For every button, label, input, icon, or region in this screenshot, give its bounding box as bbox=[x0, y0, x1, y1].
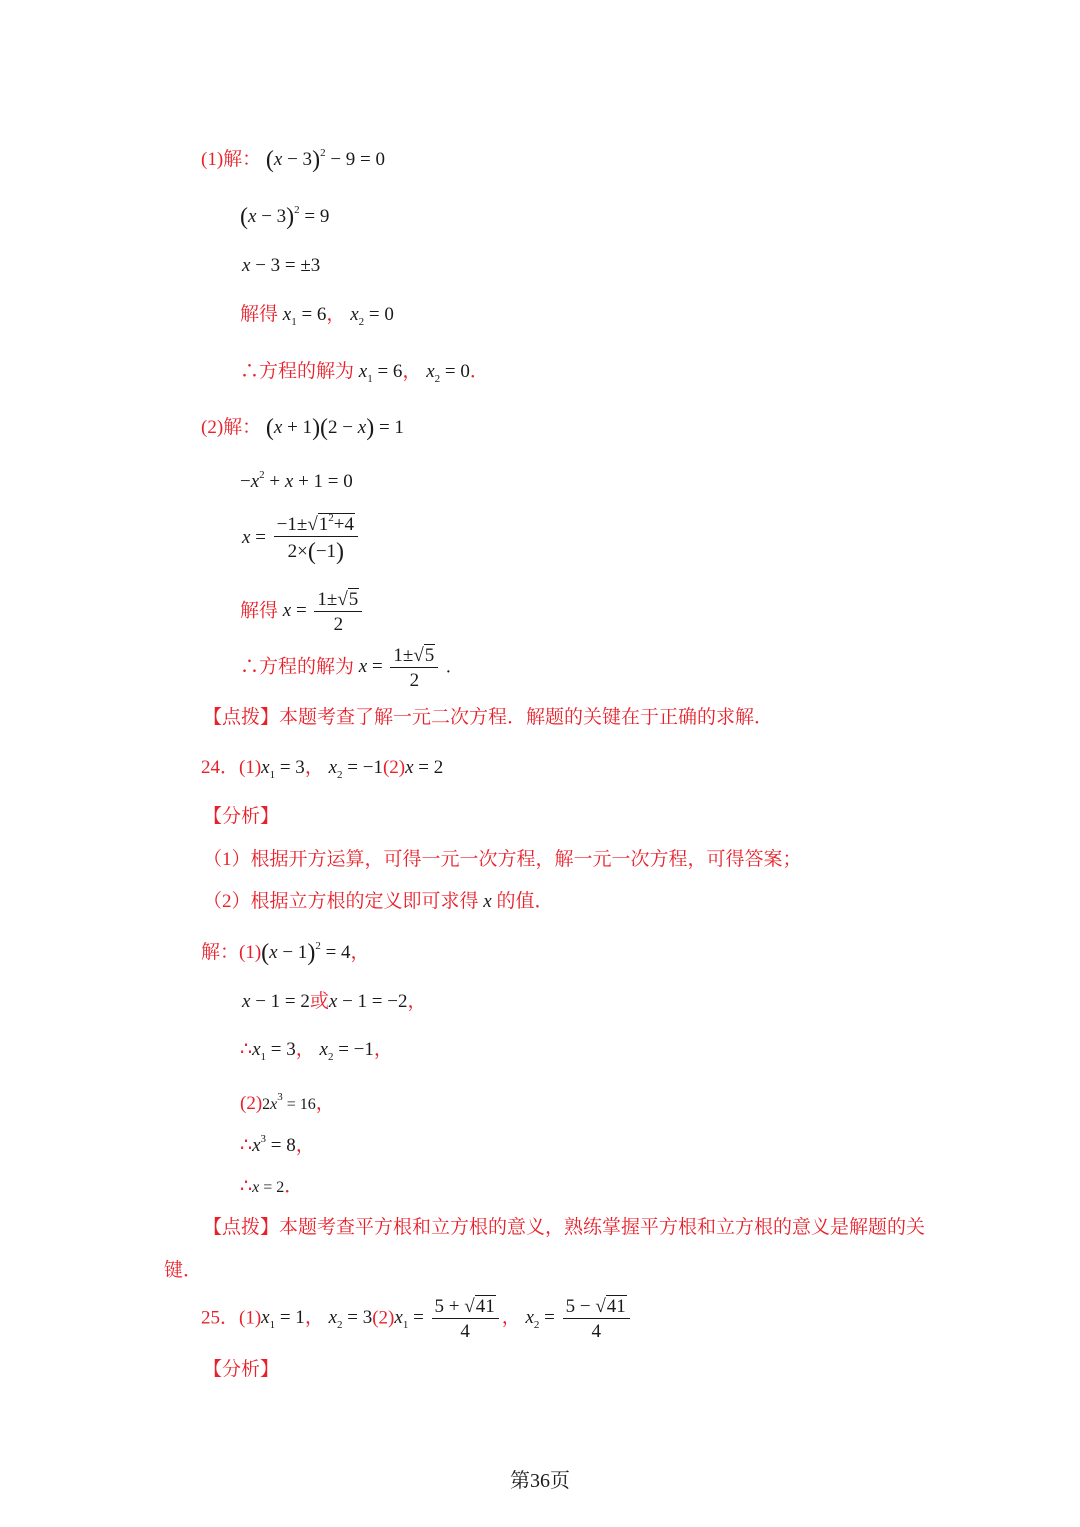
page-number: 第36页 bbox=[510, 1470, 570, 1492]
quadratic-formula-fraction: $\frac{-1\pm√1^2+4}{2\times(-1)}$ bbox=[274, 513, 358, 564]
eq-2-4: 解得 x = $\frac{1\pm√5}{2}$ bbox=[240, 590, 365, 634]
q24-tip-line-1: 【点拨】本题考查平方根和立方根的意义，熟练掌握平方根和立方根的意义是解题的关 bbox=[203, 1217, 926, 1238]
q24-analysis: 【分析】 bbox=[203, 806, 280, 827]
q24-solve-2: x − 1 = 2或x − 1 = −2， bbox=[242, 991, 427, 1012]
q24-solve-3: $\therefore x_1 = 3$， $x_2 = -1$， bbox=[240, 1039, 393, 1063]
q24-solve-5: $\therefore x^3 = 8$， bbox=[240, 1133, 315, 1156]
q24-solve-lead: 解：(1) bbox=[201, 942, 262, 963]
eq-1-4: 解得 $x_1 = 6$， $x_2 = 0$ bbox=[240, 304, 394, 328]
q24-or: 或 bbox=[309, 991, 329, 1012]
solve-word-1: 解得 bbox=[240, 304, 279, 325]
eq-2-5: ∴方程的解为 x = $\frac{1\pm√5}{2}$ . bbox=[240, 645, 451, 691]
solve-word-2: 解得 bbox=[240, 600, 279, 622]
q24-solve-6: ∴x = 2． bbox=[240, 1176, 304, 1197]
q24-answer: 24．$(1)x_1 = 3$， $x_2 = -1(2)x = 2$ bbox=[201, 757, 444, 781]
eq-2-3: x = $\frac{-1\pm√1^2+4}{2\times(-1)}$ bbox=[242, 513, 361, 564]
eq-1-3: x − 3 = ±3 bbox=[242, 255, 321, 276]
eq-1-5: ∴方程的解为 $x_1 = 6$， $x_2 = 0$． bbox=[240, 361, 489, 385]
q25-answer: 25．$(1)x_1 = 1$， $x_2 = 3(2)x_1$ = $\frac{5 + √41}{4}$ ， $x_2$ = $\frac{5 - √41}{4}$ bbox=[201, 1297, 633, 1341]
q24-tip-line-2: 键． bbox=[164, 1260, 203, 1281]
q24-part2: (2) bbox=[382, 757, 406, 778]
q24-analysis-line-2: （2）根据立方根的定义即可求得 x 的值． bbox=[203, 891, 554, 912]
therefore-2: ∴方程的解为 bbox=[240, 656, 355, 678]
solution-1-lead: (1)解： bbox=[201, 149, 262, 170]
q24-label: 24．(1) bbox=[201, 757, 262, 778]
therefore-1: ∴方程的解为 bbox=[240, 361, 355, 382]
q24-solve-1: 解：$(1)(x - 1)^2 = 4$， bbox=[201, 940, 370, 966]
q24-solve-4: $(2)2x^3 = 16$， bbox=[240, 1091, 335, 1114]
q25-analysis: 【分析】 bbox=[203, 1359, 280, 1380]
eq-1-2: $(x - 3)^2 = 9$ bbox=[240, 204, 330, 230]
q25-label: 25．(1) bbox=[201, 1307, 262, 1329]
q24-analysis-line-1: （1）根据开方运算，可得一元一次方程，解一元一次方程，可得答案； bbox=[203, 849, 802, 870]
q24-part2-solve: (2) bbox=[240, 1093, 263, 1114]
eq-2-2: $-x^2 + x + 1 = 0$ bbox=[240, 469, 353, 492]
eq-1-1: (1)解： $(x - 3)^2 - 9 = 0$ bbox=[201, 147, 385, 173]
q25-part2: (2) bbox=[372, 1307, 395, 1329]
eq-2-1: (2)解： (x + 1)(2 − x) = 1 bbox=[201, 415, 404, 441]
solution-2-lead: (2)解： bbox=[201, 417, 262, 438]
tip-1: 【点拨】本题考查了解一元二次方程．解题的关键在于正确的求解． bbox=[203, 707, 774, 728]
